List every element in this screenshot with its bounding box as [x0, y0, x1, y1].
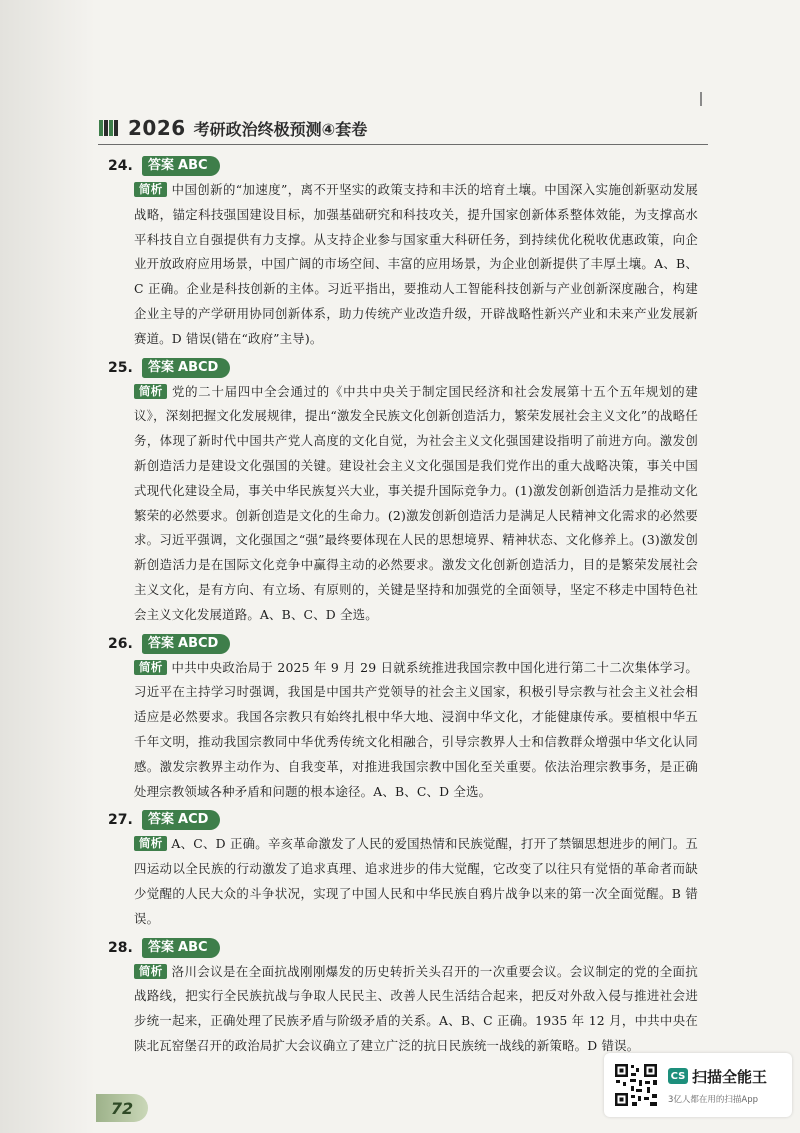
question-head	[108, 356, 698, 380]
scanner-brand-name: 扫描全能王	[692, 1067, 768, 1086]
analysis-text: A、C、D 正确。辛亥革命激发了人民的爱国热情和民族觉醒，打开了禁锢思想进步的闸门。五四运动以全民族的行动激发了追求真理、追求进步的伟大觉醒，它改变了以往只有觉悟的革命者而缺少觉醒的人民大众的斗争状况，实现了中国人民和中华民族自鸦片战争以来的第一次全面觉醒。B 错误。	[134, 836, 698, 926]
book-icon	[98, 118, 120, 138]
question-number: 28.	[108, 939, 133, 956]
question-head	[108, 936, 698, 960]
question-24	[108, 154, 698, 352]
answer-value: ABC	[178, 939, 208, 955]
answer-value: ACD	[178, 812, 209, 828]
analysis-text-block	[108, 832, 698, 931]
scanner-brand-row	[668, 1066, 767, 1087]
answer-value: ABCD	[178, 635, 219, 651]
answer-value: ABC	[178, 158, 208, 173]
scanner-tagline: 3亿人都在用的扫描App	[668, 1094, 759, 1105]
analysis-text-block	[108, 960, 698, 1059]
answer-badge	[142, 938, 220, 958]
analysis-text: 洛川会议是在全面抗战刚刚爆发的历史转折关头召开的一次重要会议。会议制定的党的全面抗战路线，把实行全民族抗战与争取人民民主、改善人民生活结合起来，把反对外敌入侵与推进社会进步统一起来，正确处理了民族矛盾与阶级矛盾的关系。A、B、C 正确。1935 年 12 月，中共中央在陕北瓦窑堡召开的政治局扩大会议确立了建立广泛的抗日民族统一战线的新策略。D 错误。	[134, 963, 698, 1053]
header-title: 考研政治终极预测④套卷	[193, 119, 368, 139]
analysis-badge: 简析	[134, 964, 167, 979]
answer-value: ABCD	[178, 359, 219, 375]
answer-content	[108, 150, 698, 1062]
question-number: 25.	[108, 359, 133, 376]
question-25	[108, 356, 698, 628]
header-year: 2026	[128, 116, 186, 140]
answer-label: 答案	[148, 359, 175, 375]
answer-badge	[142, 358, 230, 378]
question-27	[108, 808, 698, 931]
page-edge-mark	[700, 92, 702, 106]
answer-badge	[142, 634, 230, 654]
analysis-text: 中共中央政治局于 2025 年 9 月 29 日就系统推进我国宗教中国化进行第二十二次集体学习。习近平在主持学习时强调，我国是中国共产党领导的社会主义国家，积极引导宗教与社会主义社会相适应是必然要求。我国各宗教只有始终扎根中华大地、浸润中华文化，才能健康传承。要植根中华五千年文明，推动我国宗教同中华优秀传统文化相融合，引导宗教界人士和信教群众增强中华文化认同感。激发宗教界主动作为、自我变革，对推进我国宗教中国化至关重要。依法治理宗教事务，是正确处理宗教领域各种矛盾和问题的根本途径。A、B、C、D 全选。	[134, 659, 698, 799]
analysis-badge: 简析	[134, 836, 167, 851]
question-26	[108, 632, 698, 805]
question-28	[108, 936, 698, 1059]
analysis-text: 中国创新的“加速度”，离不开坚实的政策支持和丰沃的培育土壤。中国深入实施创新驱动发展战略，锚定科技强国建设目标，加强基础研究和科技攻关，提升国家创新体系整体效能，为支撑高水平科技自立自强提供有力支撑。从支持企业参与国家重大科研任务，到持续优化税收优惠政策，向企业开放政府应用场景，中国广阔的市场空间、丰富的应用场景，为企业创新提供了丰厚土壤。A、B、C 正确。企业是科技创新的主体。习近平指出，要推动人工智能科技创新与产业创新深度融合，构建企业主导的产学研用协同创新体系，助力传统产业改造升级，开辟战略性新兴产业和未来产业发展新赛道。D 错误(错在“政府”主导)。	[134, 182, 698, 346]
page-gutter-shadow	[0, 0, 95, 1133]
analysis-text-block	[108, 656, 698, 805]
scanner-brand-block	[668, 1066, 767, 1105]
analysis-text: 党的二十届四中全会通过的《中共中央关于制定国民经济和社会发展第十五个五年规划的建议》，深刻把握文化发展规律，提出“激发全民族文化创新创造活力，繁荣发展社会主义文化”的战略任务，体现了新时代中国共产党人高度的文化自觉，为社会主义文化强国建设指明了前进方向。激发创新创造活力是建设文化强国的关键。建设社会主义文化强国是我们党作出的重大战略决策，事关中国式现代化建设全局，事关中华民族复兴大业，事关提升国际竞争力。(1)激发创新创造活力是推动文化繁荣的必然要求。创新创造是文化的生命力。(2)激发创新创造活力是满足人民精神文化需求的必然要求。习近平强调，文化强国之“强”最终要体现在人民的思想境界、精神状态、文化修养上。(3)激发创新创造活力是在国际文化竞争中赢得主动的必然要求。激发文化创新创造活力，目的是繁荣发展社会主义文化，是有方向、有立场、有原则的，关键是坚持和加强党的全面领导，坚定不移走中国特色社会主义文化发展道路。A、B、C、D 全选。	[134, 383, 698, 622]
page-number-tab: 72	[96, 1094, 148, 1122]
analysis-text-block	[108, 178, 698, 352]
answer-badge	[142, 156, 220, 176]
page-header	[98, 113, 698, 143]
qr-code-icon	[614, 1063, 658, 1107]
question-number: 24.	[108, 158, 133, 174]
question-head	[108, 808, 698, 832]
header-divider	[98, 144, 708, 145]
answer-badge	[142, 810, 220, 830]
question-head	[108, 632, 698, 656]
question-number: 26.	[108, 635, 133, 652]
analysis-text-block	[108, 380, 698, 628]
analysis-badge: 简析	[134, 660, 167, 675]
answer-label: 答案	[148, 812, 175, 828]
analysis-badge: 简析	[134, 384, 167, 399]
answer-label: 答案	[148, 939, 175, 955]
scanner-watermark	[604, 1053, 792, 1117]
answer-label: 答案	[148, 635, 175, 651]
question-head	[108, 154, 698, 178]
analysis-badge: 简析	[134, 182, 167, 197]
answer-label: 答案	[148, 158, 175, 173]
question-number: 27.	[108, 812, 133, 829]
camscanner-logo-icon: CS	[668, 1068, 688, 1084]
